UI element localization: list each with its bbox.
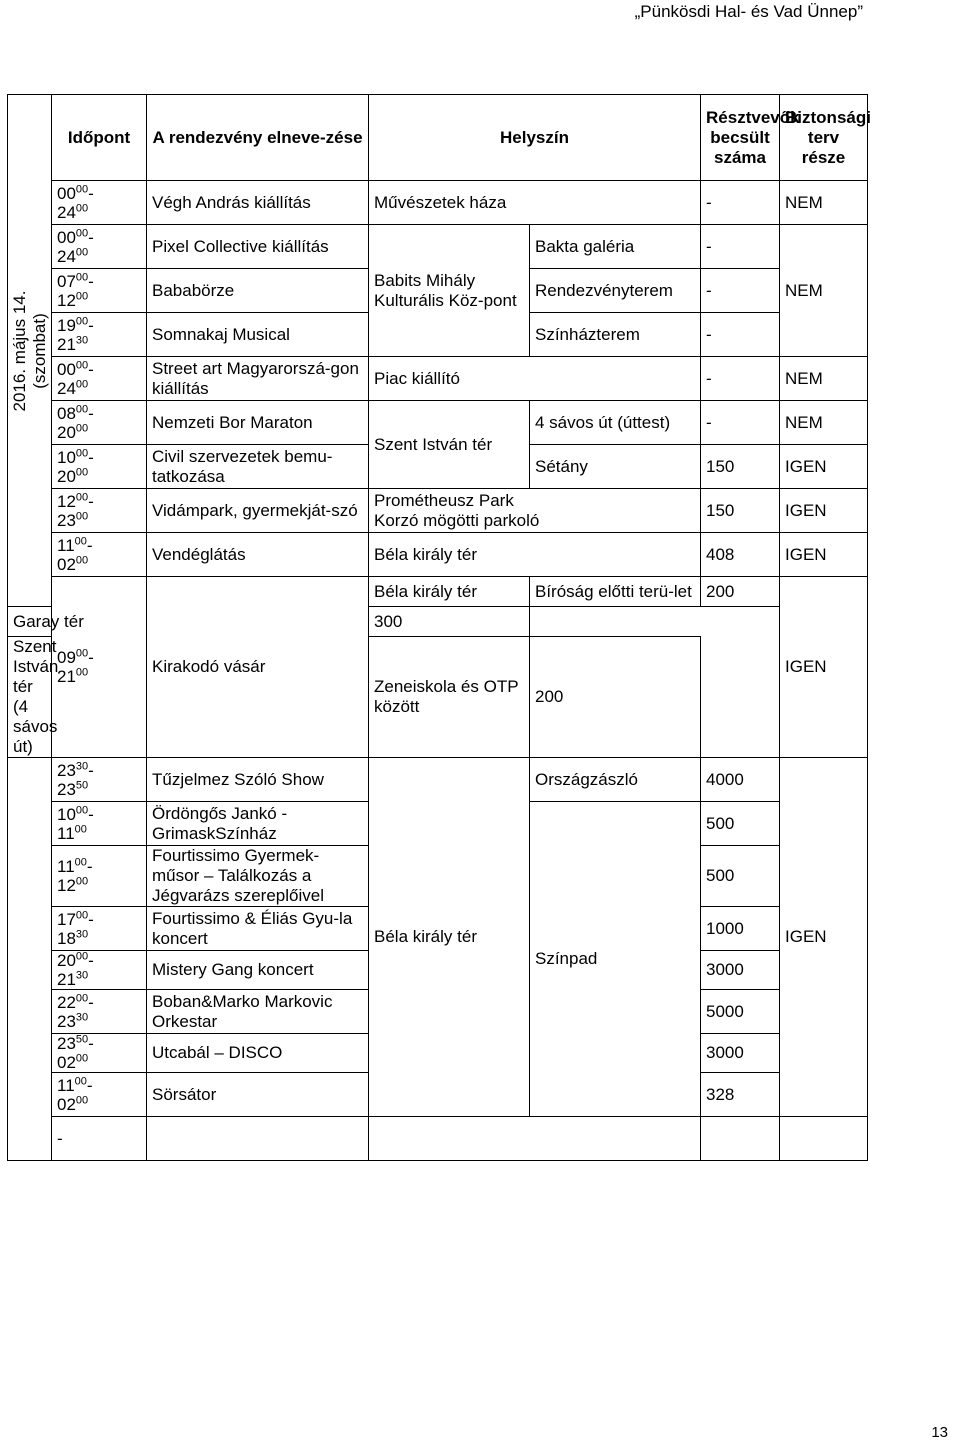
participants (701, 1117, 780, 1161)
time-cell: $11^{00}-$ $12^{00}$ (52, 846, 147, 907)
event-schedule-table (7, 94, 871, 1161)
security: NEM (780, 357, 868, 401)
time-cell: $23^{50}-$ $02^{00}$ (52, 1034, 147, 1073)
table-row (8, 758, 868, 802)
start-hour: 00 (57, 359, 76, 379)
location-area: Sétány (530, 445, 701, 489)
start-minute: 00 (75, 991, 89, 1004)
event-name: Somnakaj Musical (147, 313, 369, 357)
time-cell: $17^{00}-$ $18^{30}$ (52, 907, 147, 951)
time-cell: $00^{00}-$ $24^{00}$ (52, 225, 147, 269)
end-minute: 30 (75, 969, 89, 982)
end-hour: 24 (57, 202, 76, 222)
participants: 5000 (701, 990, 780, 1034)
end-hour: 23 (57, 510, 76, 530)
end-hour: 20 (57, 422, 76, 442)
start-minute: 00 (75, 402, 89, 415)
time-cell: $11^{00}-$ $02^{00}$ (52, 533, 147, 577)
header-time: Időpont (52, 95, 147, 181)
participants: 4000 (701, 758, 780, 802)
location: Béla király tér (369, 533, 701, 577)
end-minute: 00 (75, 465, 89, 478)
end-minute: 00 (75, 553, 89, 566)
end-minute: 00 (75, 1093, 89, 1106)
start-minute: 00 (74, 856, 87, 869)
time-cell: $08^{00}-$ $20^{00}$ (52, 401, 147, 445)
participants: - (701, 225, 780, 269)
time-cell: $11^{00}-$ $02^{00}$ (52, 1073, 147, 1117)
table-row (8, 577, 868, 607)
location-line: Prométheusz Park (374, 490, 514, 510)
start-hour: 10 (57, 804, 76, 824)
end-minute: 30 (75, 927, 89, 940)
participants: 150 (701, 445, 780, 489)
time-cell: $23^{30}-$ $23^{50}$ (52, 758, 147, 802)
event-name: Sörsátor (147, 1073, 369, 1117)
location (369, 1117, 701, 1161)
end-hour: 21 (57, 334, 76, 354)
participants: - (701, 357, 780, 401)
time-cell: $10^{00}-$ $11^{00}$ (52, 802, 147, 846)
end-minute: 00 (75, 377, 89, 390)
end-hour: 20 (57, 466, 76, 486)
header-participants: Résztvevők becsült száma (701, 95, 780, 181)
end-hour: 02 (57, 1053, 76, 1072)
event-name: Tűzjelmez Szóló Show (147, 758, 369, 802)
start-minute: 30 (75, 759, 89, 772)
end-hour: 24 (57, 246, 76, 266)
start-hour: 07 (57, 271, 76, 291)
start-hour: 20 (57, 951, 76, 970)
location-area: Színpad (530, 802, 701, 1117)
participants: 3000 (701, 1034, 780, 1073)
participants: 200 (701, 577, 780, 607)
security: IGEN (780, 577, 868, 758)
start-hour: 11 (57, 857, 75, 876)
end-minute: 30 (75, 333, 89, 346)
participants: - (701, 401, 780, 445)
participants: 500 (701, 802, 780, 846)
location-venue: Babits Mihály Kulturális Köz-pont (369, 225, 530, 357)
time-cell: $12^{00}-$ $23^{00}$ (52, 489, 147, 533)
end-hour: 24 (57, 378, 76, 398)
security: IGEN (780, 445, 868, 489)
start-hour: 00 (57, 227, 76, 247)
start-hour: 17 (57, 909, 76, 929)
end-hour: 21 (57, 667, 76, 686)
participants: 300 (369, 607, 530, 637)
event-name: Fourtissimo Gyermek-műsor – Találkozás a Jégvarázs szereplőivel (147, 846, 369, 907)
event-name (147, 1117, 369, 1161)
location-room: Bakta galéria (530, 225, 701, 269)
security: IGEN (780, 533, 868, 577)
time-cell: $20^{00}-$ $21^{30}$ (52, 951, 147, 990)
start-minute: 00 (75, 358, 89, 371)
end-minute: 00 (75, 421, 89, 434)
start-minute: 00 (75, 446, 89, 459)
event-name: Street art Magyarorszá-gon kiállítás (147, 357, 369, 401)
event-name: Ördöngős Jankó - GrimaskSzínház (147, 802, 369, 846)
end-hour: 11 (57, 823, 75, 843)
start-minute: 00 (75, 182, 89, 195)
participants: 1000 (701, 907, 780, 951)
start-hour: 00 (57, 183, 76, 203)
time-cell: $00^{00}-$ $24^{00}$ (52, 357, 147, 401)
security: IGEN (780, 758, 868, 1117)
start-minute: 00 (75, 647, 89, 660)
start-hour: 11 (57, 535, 75, 555)
start-hour: 22 (57, 992, 76, 1012)
table-row (8, 1117, 868, 1161)
participants: 150 (701, 489, 780, 533)
start-hour: 10 (57, 447, 76, 467)
header-location: Helyszín (369, 95, 701, 181)
location-venue: Béla király tér (369, 577, 530, 607)
table-row (8, 95, 868, 181)
table-row (8, 225, 868, 269)
event-name: Utcabál – DISCO (147, 1034, 369, 1073)
location-area: Zeneiskola és OTP között (369, 637, 530, 758)
participants: 408 (701, 533, 780, 577)
time-cell: - (52, 1117, 147, 1161)
end-minute: 00 (74, 822, 87, 835)
security: NEM (780, 225, 868, 357)
event-name: Nemzeti Bor Maraton (147, 401, 369, 445)
location: Garay tér (8, 607, 147, 637)
end-minute: 00 (75, 509, 89, 522)
header-event: A rendezvény elneve-zése (147, 95, 369, 181)
end-minute: 50 (75, 778, 89, 791)
end-minute: 00 (75, 245, 89, 258)
end-hour: 02 (57, 554, 76, 574)
event-name: Végh András kiállítás (147, 181, 369, 225)
start-minute: 00 (75, 803, 89, 816)
start-minute: 50 (75, 1033, 89, 1046)
start-hour: 12 (57, 491, 76, 511)
end-hour: 02 (57, 1094, 76, 1114)
location-room: Színházterem (530, 313, 701, 357)
start-minute: 00 (74, 534, 87, 547)
end-minute: 00 (75, 875, 89, 888)
participants: 200 (530, 637, 701, 758)
location: Művészetek háza (369, 181, 701, 225)
participants: - (701, 269, 780, 313)
location-venue: Béla király tér (369, 758, 530, 1117)
day-date: 2016. május 14. (9, 290, 29, 411)
time-cell: $07^{00}-$ $12^{00}$ (52, 269, 147, 313)
table-row (8, 357, 868, 401)
location-venue: Szent István tér (4 sávos út) (8, 637, 52, 758)
end-hour: 23 (57, 779, 76, 799)
start-minute: 00 (75, 226, 89, 239)
time-cell: $10^{00}-$ $20^{00}$ (52, 445, 147, 489)
start-minute: 00 (75, 270, 89, 283)
table-row (8, 401, 868, 445)
security: NEM (780, 401, 868, 445)
location-room: Rendezvényterem (530, 269, 701, 313)
time-cell: $00^{00}-$ $24^{00}$ (52, 181, 147, 225)
event-name: Vendéglátás (147, 533, 369, 577)
start-hour: 23 (57, 1034, 76, 1053)
end-hour: 23 (57, 1011, 76, 1031)
event-name: Boban&Marko Markovic Orkestar (147, 990, 369, 1034)
end-hour: 12 (57, 876, 76, 895)
event-name: Bababörze (147, 269, 369, 313)
start-hour: 08 (57, 403, 76, 423)
event-name: Kirakodó vásár (147, 577, 369, 758)
end-minute: 00 (75, 666, 89, 679)
event-name: Pixel Collective kiállítás (147, 225, 369, 269)
event-name: Mistery Gang koncert (147, 951, 369, 990)
participants: 3000 (701, 951, 780, 990)
start-hour: 09 (57, 648, 76, 667)
event-name: Fourtissimo & Éliás Gyu-la koncert (147, 907, 369, 951)
location-area: Országzászló (530, 758, 701, 802)
end-minute: 30 (75, 1010, 89, 1023)
end-minute: 00 (75, 1052, 89, 1065)
end-hour: 12 (57, 290, 76, 310)
table-row (8, 181, 868, 225)
start-minute: 00 (75, 950, 89, 963)
start-minute: 00 (75, 314, 89, 327)
security: NEM (780, 181, 868, 225)
participants: 328 (701, 1073, 780, 1117)
location-area: Bíróság előtti terü-let (530, 577, 701, 607)
security (780, 1117, 868, 1161)
participants: - (701, 313, 780, 357)
table-row (8, 489, 868, 533)
document-header-title: „Pünkösdi Hal- és Vad Ünnep” (634, 2, 863, 21)
table-row (8, 607, 868, 637)
event-name: Vidámpark, gyermekját-szó (147, 489, 369, 533)
start-hour: 23 (57, 760, 76, 780)
header-security: Biztonsági terv része (780, 95, 868, 181)
end-hour: 21 (57, 970, 76, 989)
time-cell: $19^{00}-$ $21^{30}$ (52, 313, 147, 357)
start-hour: 19 (57, 315, 76, 335)
start-hour: 11 (57, 1075, 75, 1095)
location-area: 4 sávos út (úttest) (530, 401, 701, 445)
location-multi (369, 489, 701, 533)
day-weekday: (szombat) (29, 312, 49, 389)
time-cell: $22^{00}-$ $23^{30}$ (52, 990, 147, 1034)
participants: - (701, 181, 780, 225)
start-minute: 00 (75, 490, 89, 503)
start-minute: 00 (74, 1074, 87, 1087)
table-row (8, 533, 868, 577)
time-cell: $09^{00}-$ $21^{00}$ (52, 577, 147, 758)
start-minute: 00 (75, 908, 89, 921)
security: IGEN (780, 489, 868, 533)
participants: 500 (701, 846, 780, 907)
location-line: Korzó mögötti parkoló (374, 510, 540, 530)
day-cell-continued (8, 758, 52, 1161)
day-cell (8, 95, 52, 607)
location: Piac kiállító (369, 357, 701, 401)
end-hour: 18 (57, 928, 76, 948)
event-name: Civil szervezetek bemu-tatkozása (147, 445, 369, 489)
location-venue: Szent István tér (369, 401, 530, 489)
day-label (10, 290, 50, 411)
page-number: 13 (931, 1424, 948, 1441)
end-minute: 00 (75, 201, 89, 214)
end-minute: 00 (75, 289, 89, 302)
